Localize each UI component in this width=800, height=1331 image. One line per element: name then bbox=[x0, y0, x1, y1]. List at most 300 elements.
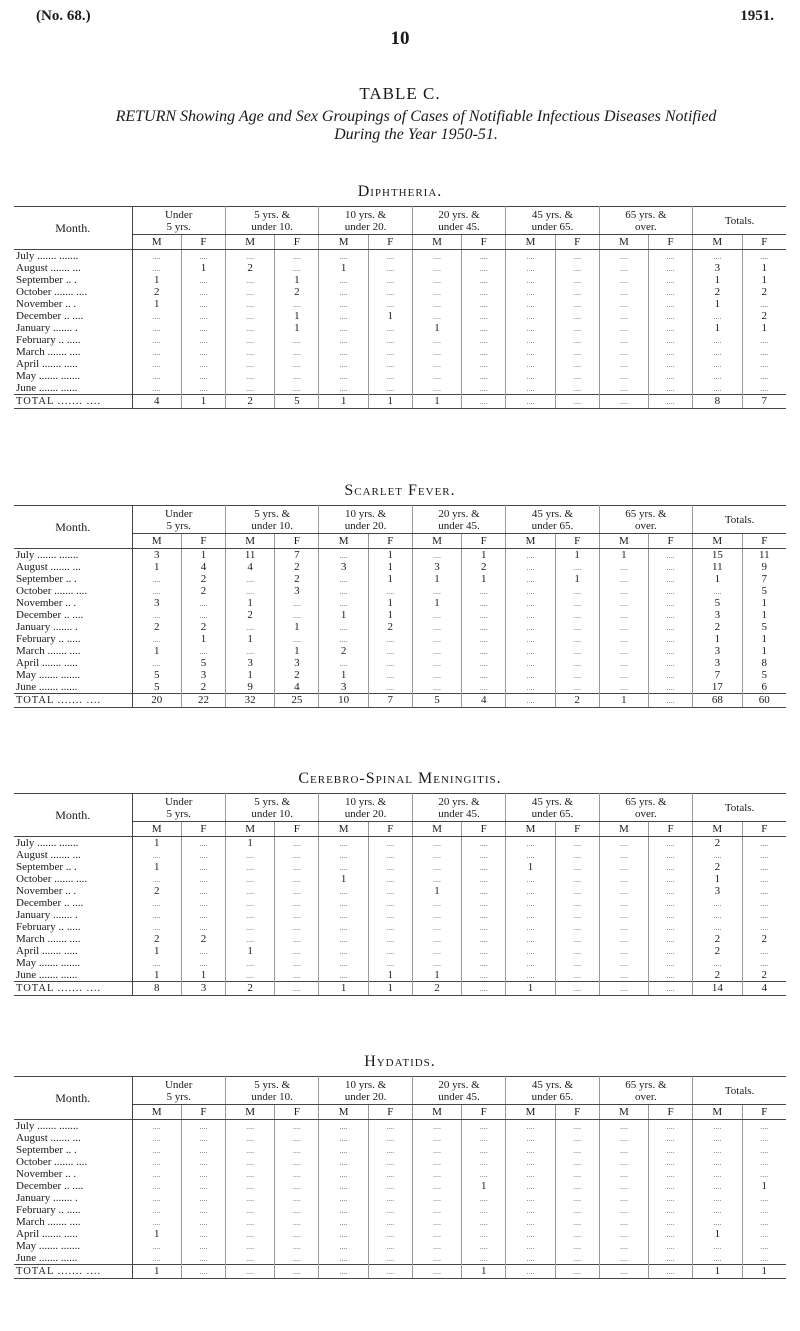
count-cell: .... bbox=[693, 849, 742, 861]
count-cell: .... bbox=[555, 1265, 599, 1279]
count-cell: .... bbox=[649, 837, 693, 850]
count-cell: .... bbox=[555, 681, 599, 694]
count-cell: 1 bbox=[132, 298, 181, 310]
count-cell: .... bbox=[555, 1228, 599, 1240]
column-header-female: F bbox=[462, 235, 506, 250]
month-label: May ....... ....... bbox=[14, 957, 132, 969]
count-cell: 1 bbox=[368, 969, 412, 982]
count-cell: .... bbox=[225, 933, 274, 945]
count-cell: 2 bbox=[181, 681, 225, 694]
header-row-groups bbox=[14, 506, 786, 534]
count-cell: .... bbox=[275, 1192, 319, 1204]
month-label: June ....... ...... bbox=[14, 382, 132, 395]
count-cell: 1 bbox=[319, 262, 368, 274]
count-cell: 1 bbox=[761, 596, 768, 609]
count-cell: .... bbox=[275, 262, 319, 274]
count-cell: 2 bbox=[225, 262, 274, 274]
count-cell: .... bbox=[319, 1156, 368, 1168]
count-cell: .... bbox=[506, 585, 555, 597]
count-cell: .... bbox=[368, 657, 412, 669]
count-cell: .... bbox=[132, 1180, 181, 1192]
count-cell: .... bbox=[760, 383, 769, 393]
count-cell: .... bbox=[132, 1120, 181, 1133]
count-cell: .... bbox=[599, 573, 648, 585]
header-row-groups bbox=[14, 207, 786, 235]
count-cell: 1 bbox=[319, 669, 368, 681]
count-cell: 2 bbox=[319, 645, 368, 657]
count-cell: .... bbox=[412, 274, 461, 286]
month-label: November .. . bbox=[14, 1168, 132, 1180]
count-cell: .... bbox=[555, 933, 599, 945]
count-cell: .... bbox=[181, 358, 225, 370]
count-cell: .... bbox=[599, 585, 648, 597]
count-cell: .... bbox=[319, 621, 368, 633]
count-cell: 1 bbox=[761, 321, 768, 334]
count-cell: .... bbox=[462, 310, 506, 322]
count-cell: .... bbox=[649, 1228, 693, 1240]
count-cell: .... bbox=[649, 298, 693, 310]
count-cell: .... bbox=[506, 921, 555, 933]
count-cell: .... bbox=[693, 382, 742, 395]
count-cell: .... bbox=[599, 1132, 648, 1144]
count-cell: .... bbox=[462, 1132, 506, 1144]
count-cell: .... bbox=[368, 358, 412, 370]
count-cell: .... bbox=[368, 1192, 412, 1204]
count-cell: .... bbox=[506, 933, 555, 945]
count-cell: .... bbox=[649, 250, 693, 263]
count-cell: .... bbox=[368, 286, 412, 298]
count-cell: 1 bbox=[462, 1180, 506, 1192]
count-cell: 1 bbox=[132, 1265, 181, 1279]
count-cell: 3 bbox=[132, 597, 181, 609]
count-cell: .... bbox=[760, 251, 769, 261]
count-cell: .... bbox=[181, 909, 225, 921]
count-cell: .... bbox=[599, 1192, 648, 1204]
column-header-female: F bbox=[181, 235, 225, 250]
column-header-male: M bbox=[693, 235, 742, 250]
count-cell: .... bbox=[412, 897, 461, 909]
count-cell: .... bbox=[649, 382, 693, 395]
month-row bbox=[14, 669, 786, 681]
count-cell: .... bbox=[649, 334, 693, 346]
count-cell: .... bbox=[412, 873, 461, 885]
count-cell: .... bbox=[132, 322, 181, 334]
count-cell: .... bbox=[555, 310, 599, 322]
count-cell: .... bbox=[693, 1192, 742, 1204]
count-cell: .... bbox=[555, 861, 599, 873]
column-header-male: M bbox=[412, 235, 461, 250]
count-cell: .... bbox=[275, 1168, 319, 1180]
count-cell: .... bbox=[412, 250, 461, 263]
count-cell: .... bbox=[693, 250, 742, 263]
count-cell: 2 bbox=[693, 621, 742, 633]
count-cell: .... bbox=[132, 1192, 181, 1204]
column-header-female: F bbox=[649, 235, 693, 250]
count-cell: .... bbox=[555, 370, 599, 382]
month-row bbox=[14, 657, 786, 669]
column-header-female: F bbox=[275, 235, 319, 250]
count-cell: .... bbox=[599, 310, 648, 322]
count-cell: 1 bbox=[693, 1265, 742, 1279]
month-label: August ....... ... bbox=[14, 1132, 132, 1144]
count-cell: .... bbox=[760, 1169, 769, 1179]
count-cell: .... bbox=[225, 310, 274, 322]
count-cell: .... bbox=[462, 681, 506, 694]
count-cell: .... bbox=[555, 1252, 599, 1265]
count-cell: .... bbox=[649, 909, 693, 921]
count-cell: .... bbox=[181, 957, 225, 969]
count-cell: .... bbox=[599, 621, 648, 633]
count-cell: 1 bbox=[132, 645, 181, 657]
count-cell: 3 bbox=[319, 561, 368, 573]
count-cell: .... bbox=[275, 957, 319, 969]
count-cell: .... bbox=[506, 897, 555, 909]
count-cell: 32 bbox=[225, 694, 274, 708]
count-cell: .... bbox=[555, 1240, 599, 1252]
month-label: February .. ..... bbox=[14, 921, 132, 933]
column-header-female: F bbox=[368, 822, 412, 837]
month-label: March ....... .... bbox=[14, 346, 132, 358]
count-cell: .... bbox=[132, 1252, 181, 1265]
count-cell: .... bbox=[462, 873, 506, 885]
count-cell: 3 bbox=[693, 657, 742, 669]
count-cell: 1 bbox=[412, 885, 461, 897]
count-cell: .... bbox=[275, 1204, 319, 1216]
count-cell: .... bbox=[760, 359, 769, 369]
count-cell: .... bbox=[462, 909, 506, 921]
count-cell: .... bbox=[181, 1132, 225, 1144]
count-cell: .... bbox=[181, 346, 225, 358]
count-cell: .... bbox=[760, 1121, 769, 1131]
count-cell: 4 bbox=[181, 561, 225, 573]
count-cell: .... bbox=[649, 573, 693, 585]
count-cell: .... bbox=[319, 250, 368, 263]
count-cell: .... bbox=[555, 1180, 599, 1192]
count-cell: 1 bbox=[132, 945, 181, 957]
section-title: Cerebro-Spinal Meningitis. bbox=[298, 770, 502, 787]
month-label: July ....... ....... bbox=[14, 837, 132, 850]
count-cell: .... bbox=[555, 982, 599, 996]
count-cell: 2 bbox=[693, 837, 742, 850]
count-cell: 1 bbox=[555, 573, 599, 585]
count-cell: 3 bbox=[181, 669, 225, 681]
count-cell: .... bbox=[462, 621, 506, 633]
count-cell: 20 bbox=[132, 694, 181, 708]
count-cell: .... bbox=[132, 897, 181, 909]
count-cell: 11 bbox=[693, 561, 742, 573]
count-cell: .... bbox=[649, 585, 693, 597]
month-row bbox=[14, 561, 786, 573]
section-title: Scarlet Fever. bbox=[344, 482, 456, 499]
count-cell: .... bbox=[760, 299, 769, 309]
month-label: November .. . bbox=[14, 885, 132, 897]
count-cell: .... bbox=[693, 310, 742, 322]
count-cell: .... bbox=[319, 657, 368, 669]
count-cell: 1 bbox=[462, 1265, 506, 1279]
column-header-month: Month. bbox=[14, 207, 132, 250]
count-cell: .... bbox=[368, 1252, 412, 1265]
month-row bbox=[14, 1144, 786, 1156]
count-cell: .... bbox=[412, 310, 461, 322]
column-header-female: F bbox=[462, 822, 506, 837]
count-cell: 1 bbox=[275, 621, 319, 633]
count-cell: .... bbox=[275, 597, 319, 609]
count-cell: .... bbox=[506, 274, 555, 286]
count-cell: .... bbox=[649, 1120, 693, 1133]
count-cell: .... bbox=[462, 1240, 506, 1252]
total-row bbox=[14, 694, 786, 708]
count-cell: 1 bbox=[761, 644, 768, 657]
count-cell: .... bbox=[181, 1156, 225, 1168]
count-cell: .... bbox=[649, 1216, 693, 1228]
count-cell: .... bbox=[319, 286, 368, 298]
count-cell: 3 bbox=[275, 657, 319, 669]
column-header-age-group: Totals. bbox=[693, 794, 786, 822]
month-label: October ....... .... bbox=[14, 1156, 132, 1168]
column-header-male: M bbox=[412, 822, 461, 837]
month-row bbox=[14, 358, 786, 370]
disease-table bbox=[14, 505, 786, 708]
count-cell: .... bbox=[181, 1216, 225, 1228]
count-cell: 3 bbox=[412, 561, 461, 573]
count-cell: .... bbox=[506, 957, 555, 969]
count-cell: .... bbox=[368, 298, 412, 310]
column-header-female: F bbox=[555, 1105, 599, 1120]
count-cell: .... bbox=[225, 1180, 274, 1192]
count-cell: .... bbox=[760, 862, 769, 872]
count-cell: .... bbox=[599, 274, 648, 286]
count-cell: 1 bbox=[132, 274, 181, 286]
count-cell: .... bbox=[555, 669, 599, 681]
count-cell: .... bbox=[181, 310, 225, 322]
column-header-age-group: 20 yrs. & under 45. bbox=[412, 207, 505, 235]
count-cell: .... bbox=[462, 1168, 506, 1180]
month-label: February .. ..... bbox=[14, 633, 132, 645]
count-cell: .... bbox=[555, 633, 599, 645]
count-cell: .... bbox=[649, 1156, 693, 1168]
column-header-male: M bbox=[132, 1105, 181, 1120]
count-cell: .... bbox=[462, 1216, 506, 1228]
count-cell: .... bbox=[506, 909, 555, 921]
count-cell: 1 bbox=[181, 549, 225, 562]
count-cell: .... bbox=[412, 334, 461, 346]
count-cell: .... bbox=[412, 837, 461, 850]
count-cell: .... bbox=[368, 1204, 412, 1216]
count-cell: .... bbox=[760, 347, 769, 357]
count-cell: .... bbox=[555, 1156, 599, 1168]
count-cell: .... bbox=[368, 873, 412, 885]
count-cell: .... bbox=[275, 933, 319, 945]
count-cell: .... bbox=[368, 1216, 412, 1228]
count-cell: .... bbox=[132, 585, 181, 597]
count-cell: .... bbox=[132, 633, 181, 645]
count-cell: .... bbox=[181, 250, 225, 263]
month-label: December .. .... bbox=[14, 897, 132, 909]
count-cell: .... bbox=[693, 334, 742, 346]
count-cell: .... bbox=[181, 334, 225, 346]
month-row bbox=[14, 1204, 786, 1216]
count-cell: .... bbox=[649, 1192, 693, 1204]
count-cell: 2 bbox=[275, 286, 319, 298]
count-cell: .... bbox=[506, 1132, 555, 1144]
count-cell: .... bbox=[649, 561, 693, 573]
month-row bbox=[14, 310, 786, 322]
count-cell: .... bbox=[319, 597, 368, 609]
count-cell: .... bbox=[649, 849, 693, 861]
count-cell: .... bbox=[506, 609, 555, 621]
count-cell: .... bbox=[319, 933, 368, 945]
month-row bbox=[14, 346, 786, 358]
count-cell: .... bbox=[368, 945, 412, 957]
count-cell: .... bbox=[599, 322, 648, 334]
column-header-female: F bbox=[555, 822, 599, 837]
column-header-male: M bbox=[319, 822, 368, 837]
count-cell: 1 bbox=[761, 608, 768, 621]
count-cell: 9 bbox=[225, 681, 274, 694]
count-cell: .... bbox=[225, 1132, 274, 1144]
count-cell: 2 bbox=[132, 621, 181, 633]
count-cell: .... bbox=[319, 921, 368, 933]
count-cell: .... bbox=[649, 358, 693, 370]
count-cell: .... bbox=[462, 633, 506, 645]
count-cell: .... bbox=[275, 1144, 319, 1156]
count-cell: .... bbox=[132, 310, 181, 322]
count-cell: .... bbox=[599, 849, 648, 861]
count-cell: .... bbox=[599, 262, 648, 274]
column-header-male: M bbox=[693, 534, 742, 549]
header-row-groups bbox=[14, 1077, 786, 1105]
count-cell: .... bbox=[275, 921, 319, 933]
count-cell: .... bbox=[555, 1132, 599, 1144]
count-cell: 1 bbox=[412, 573, 461, 585]
count-cell: .... bbox=[599, 837, 648, 850]
count-cell: .... bbox=[599, 1204, 648, 1216]
month-label: June ....... ...... bbox=[14, 1252, 132, 1265]
column-header-female: F bbox=[649, 1105, 693, 1120]
count-cell: .... bbox=[412, 657, 461, 669]
count-cell: .... bbox=[649, 262, 693, 274]
count-cell: .... bbox=[132, 250, 181, 263]
count-cell: .... bbox=[368, 837, 412, 850]
count-cell: .... bbox=[506, 573, 555, 585]
count-cell: .... bbox=[760, 1145, 769, 1155]
month-row bbox=[14, 1240, 786, 1252]
count-cell: .... bbox=[225, 370, 274, 382]
count-cell: .... bbox=[555, 1168, 599, 1180]
month-label: March ....... .... bbox=[14, 933, 132, 945]
count-cell: .... bbox=[319, 837, 368, 850]
count-cell: 2 bbox=[181, 621, 225, 633]
count-cell: .... bbox=[462, 657, 506, 669]
month-row bbox=[14, 597, 786, 609]
count-cell: 15 bbox=[693, 549, 742, 562]
count-cell: 5 bbox=[181, 657, 225, 669]
count-cell: .... bbox=[368, 933, 412, 945]
count-cell: .... bbox=[506, 561, 555, 573]
count-cell: .... bbox=[693, 1144, 742, 1156]
count-cell: .... bbox=[555, 395, 599, 409]
count-cell: .... bbox=[181, 286, 225, 298]
count-cell: .... bbox=[368, 1265, 412, 1279]
count-cell: .... bbox=[181, 1265, 225, 1279]
count-cell: .... bbox=[462, 1252, 506, 1265]
count-cell: 1 bbox=[412, 395, 461, 409]
count-cell: .... bbox=[506, 370, 555, 382]
count-cell: .... bbox=[462, 1144, 506, 1156]
count-cell: .... bbox=[275, 358, 319, 370]
count-cell: 2 bbox=[275, 573, 319, 585]
count-cell: .... bbox=[649, 957, 693, 969]
count-cell: .... bbox=[693, 346, 742, 358]
column-header-age-group: Under 5 yrs. bbox=[132, 794, 225, 822]
count-cell: .... bbox=[599, 334, 648, 346]
count-cell: .... bbox=[412, 645, 461, 657]
count-cell: .... bbox=[555, 885, 599, 897]
count-cell: .... bbox=[462, 897, 506, 909]
count-cell: .... bbox=[181, 609, 225, 621]
count-cell: .... bbox=[599, 657, 648, 669]
count-cell: .... bbox=[599, 250, 648, 263]
count-cell: .... bbox=[555, 561, 599, 573]
count-cell: .... bbox=[412, 861, 461, 873]
month-label: February .. ..... bbox=[14, 334, 132, 346]
column-header-female: F bbox=[649, 822, 693, 837]
month-label: January ....... . bbox=[14, 909, 132, 921]
month-label: March ....... .... bbox=[14, 645, 132, 657]
count-cell: 1 bbox=[693, 633, 742, 645]
count-cell: .... bbox=[225, 1240, 274, 1252]
column-header-female: F bbox=[742, 534, 786, 549]
month-label: October ....... .... bbox=[14, 585, 132, 597]
count-cell: .... bbox=[462, 262, 506, 274]
count-cell: .... bbox=[506, 1265, 555, 1279]
count-cell: .... bbox=[555, 657, 599, 669]
count-cell: .... bbox=[319, 274, 368, 286]
count-cell: .... bbox=[599, 669, 648, 681]
count-cell: 2 bbox=[368, 621, 412, 633]
count-cell: .... bbox=[506, 645, 555, 657]
count-cell: .... bbox=[275, 382, 319, 395]
count-cell: .... bbox=[462, 933, 506, 945]
count-cell: .... bbox=[555, 298, 599, 310]
column-header-male: M bbox=[506, 534, 555, 549]
count-cell: 10 bbox=[319, 694, 368, 708]
count-cell: 5 bbox=[132, 681, 181, 694]
count-cell: .... bbox=[368, 1144, 412, 1156]
count-cell: .... bbox=[760, 886, 769, 896]
count-cell: .... bbox=[649, 933, 693, 945]
count-cell: .... bbox=[760, 1253, 769, 1263]
count-cell: 2 bbox=[275, 669, 319, 681]
count-cell: .... bbox=[649, 694, 693, 708]
count-cell: .... bbox=[181, 382, 225, 395]
count-cell: .... bbox=[132, 573, 181, 585]
count-cell: .... bbox=[506, 969, 555, 982]
count-cell: .... bbox=[506, 657, 555, 669]
count-cell: .... bbox=[225, 957, 274, 969]
count-cell: 1 bbox=[132, 837, 181, 850]
column-header-female: F bbox=[742, 235, 786, 250]
count-cell: .... bbox=[275, 861, 319, 873]
count-cell: 4 bbox=[132, 395, 181, 409]
count-cell: .... bbox=[693, 1204, 742, 1216]
count-cell: .... bbox=[368, 274, 412, 286]
count-cell: .... bbox=[412, 286, 461, 298]
count-cell: 1 bbox=[761, 632, 768, 645]
count-cell: .... bbox=[319, 358, 368, 370]
count-cell: 4 bbox=[462, 694, 506, 708]
count-cell: .... bbox=[412, 358, 461, 370]
